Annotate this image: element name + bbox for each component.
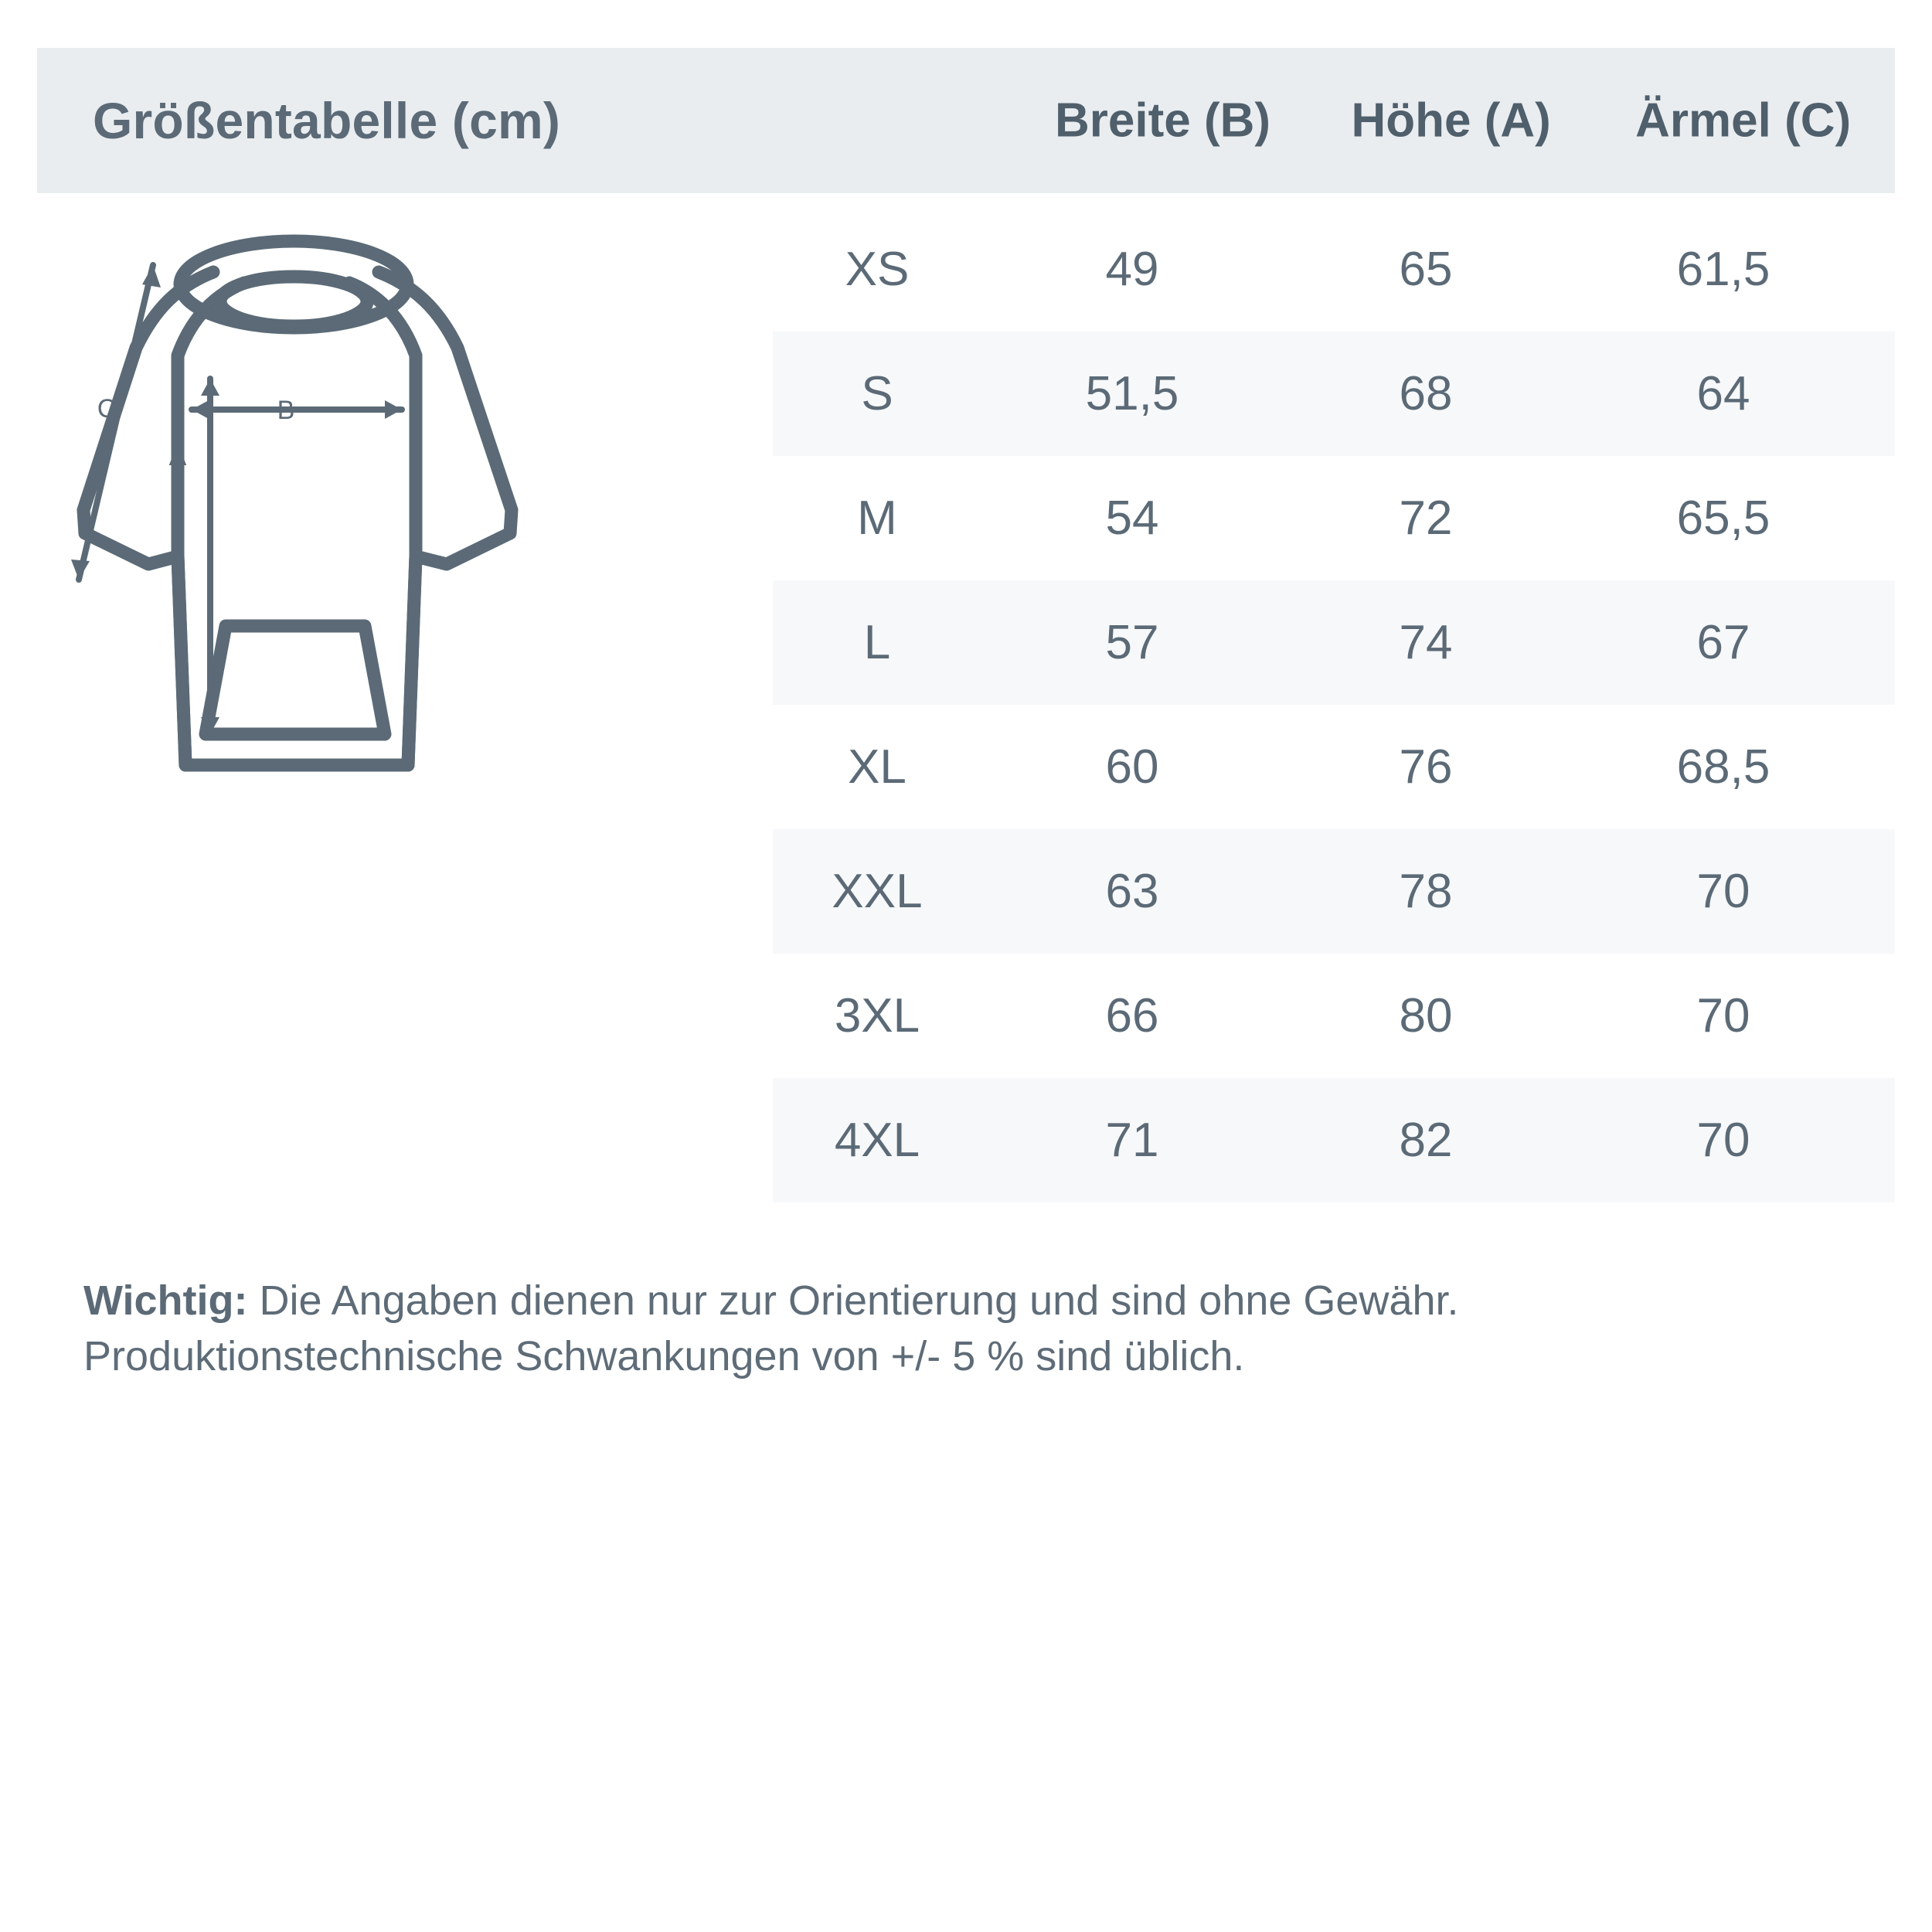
cell-aermel: 70 [1696,865,1750,918]
column-header-breite: Breite (B) [1055,94,1271,148]
cell-aermel: 70 [1696,1114,1750,1167]
table-row [773,954,1895,1078]
cell-hoehe: 68 [1399,367,1453,420]
cell-aermel: 61,5 [1676,243,1770,296]
cell-breite: 51,5 [1085,367,1179,420]
label-height: A [168,442,187,471]
cell-breite: 57 [1105,616,1159,669]
cell-hoehe: 82 [1399,1114,1453,1167]
column-headers [810,94,1895,148]
disclaimer-label: Wichtig: [83,1277,248,1324]
cell-hoehe: 72 [1399,492,1453,545]
hoodie-diagram [62,224,781,827]
cell-hoehe: 78 [1399,865,1453,918]
cell-hoehe: 74 [1399,616,1453,669]
table-row [773,1078,1895,1202]
cell-size: XL [848,740,906,794]
cell-size: XS [845,243,910,296]
table-row [773,207,1895,332]
cell-breite: 71 [1105,1114,1159,1167]
size-table [773,207,1895,1202]
cell-aermel: 64 [1696,367,1750,420]
label-width: B [277,396,295,425]
cell-aermel: 70 [1696,989,1750,1043]
cell-size: XXL [832,865,923,918]
cell-size: S [861,367,893,420]
cell-size: 3XL [834,989,920,1043]
table-row [773,580,1895,705]
cell-breite: 66 [1105,989,1159,1043]
column-header-size [810,94,1015,148]
cell-breite: 49 [1105,243,1159,296]
table-header-band [37,48,1895,193]
cell-aermel: 65,5 [1676,492,1770,545]
table-row [773,829,1895,954]
column-header-aermel: Ärmel (C) [1635,94,1852,148]
cell-size: M [857,492,897,545]
cell-breite: 63 [1105,865,1159,918]
disclaimer [83,1274,1861,1385]
table-row [773,705,1895,829]
page-title: Größentabelle (cm) [93,92,561,149]
table-row [773,332,1895,456]
cell-aermel: 68,5 [1676,740,1770,794]
label-sleeve: C [97,394,117,423]
cell-aermel: 67 [1696,616,1750,669]
cell-hoehe: 76 [1399,740,1453,794]
disclaimer-text: Die Angaben dienen nur zur Orientierung und sind ohne Gewähr. Produktionstechnische Schwankungen von +/- 5 % sind üblich. [83,1277,1459,1379]
cell-hoehe: 65 [1399,243,1453,296]
cell-size: L [863,616,891,669]
cell-breite: 54 [1105,492,1159,545]
cell-size: 4XL [834,1114,920,1167]
column-header-hoehe: Höhe (A) [1351,94,1551,148]
table-row [773,456,1895,580]
cell-hoehe: 80 [1399,989,1453,1043]
cell-breite: 60 [1105,740,1159,794]
